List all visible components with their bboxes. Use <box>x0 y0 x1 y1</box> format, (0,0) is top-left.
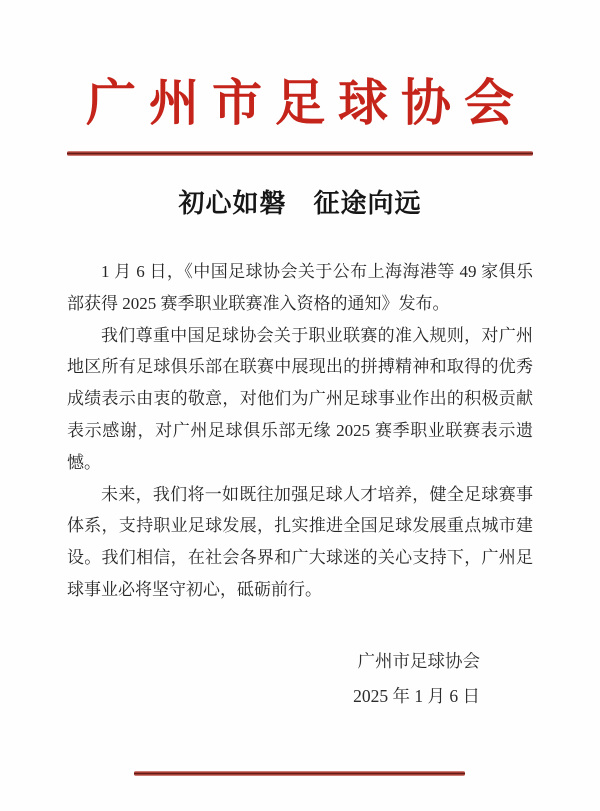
paragraph-respect-statement: 我们尊重中国足球协会关于职业联赛的准入规则，对广州地区所有足球俱乐部在联赛中展现出的拼搏精神和取得的优秀成绩表示由衷的敬意，对他们为广州足球事业作出的积极贡献表示感谢，对广州足球俱乐部无缘 2025 赛季职业联赛表示遗憾。 <box>67 325 533 472</box>
letterhead-divider-rule <box>67 151 533 156</box>
footer-divider-rule <box>134 771 465 776</box>
signature-date: 2025 年 1 月 6 日 <box>353 685 480 706</box>
signature-org: 广州市足球协会 <box>357 650 480 671</box>
document-title: 初心如磐 征途向远 <box>178 189 422 218</box>
paragraph-announcement: 1 月 6 日，《中国足球协会关于公布上海海港等 49 家俱乐部获得 2025 赛季职业联赛准入资格的通知》发布。 <box>67 262 533 313</box>
document-body <box>67 256 533 606</box>
letterhead-org-name: 广州市足球协会 <box>86 75 527 131</box>
signature-block <box>0 644 480 714</box>
paragraph-future-commitment: 未来，我们将一如既往加强足球人才培养，健全足球赛事体系，支持职业足球发展，扎实推进全国足球发展重点城市建设。我们相信，在社会各界和广大球迷的关心支持下，广州足球事业必将坚守初心，砥砺前行。 <box>67 484 533 599</box>
